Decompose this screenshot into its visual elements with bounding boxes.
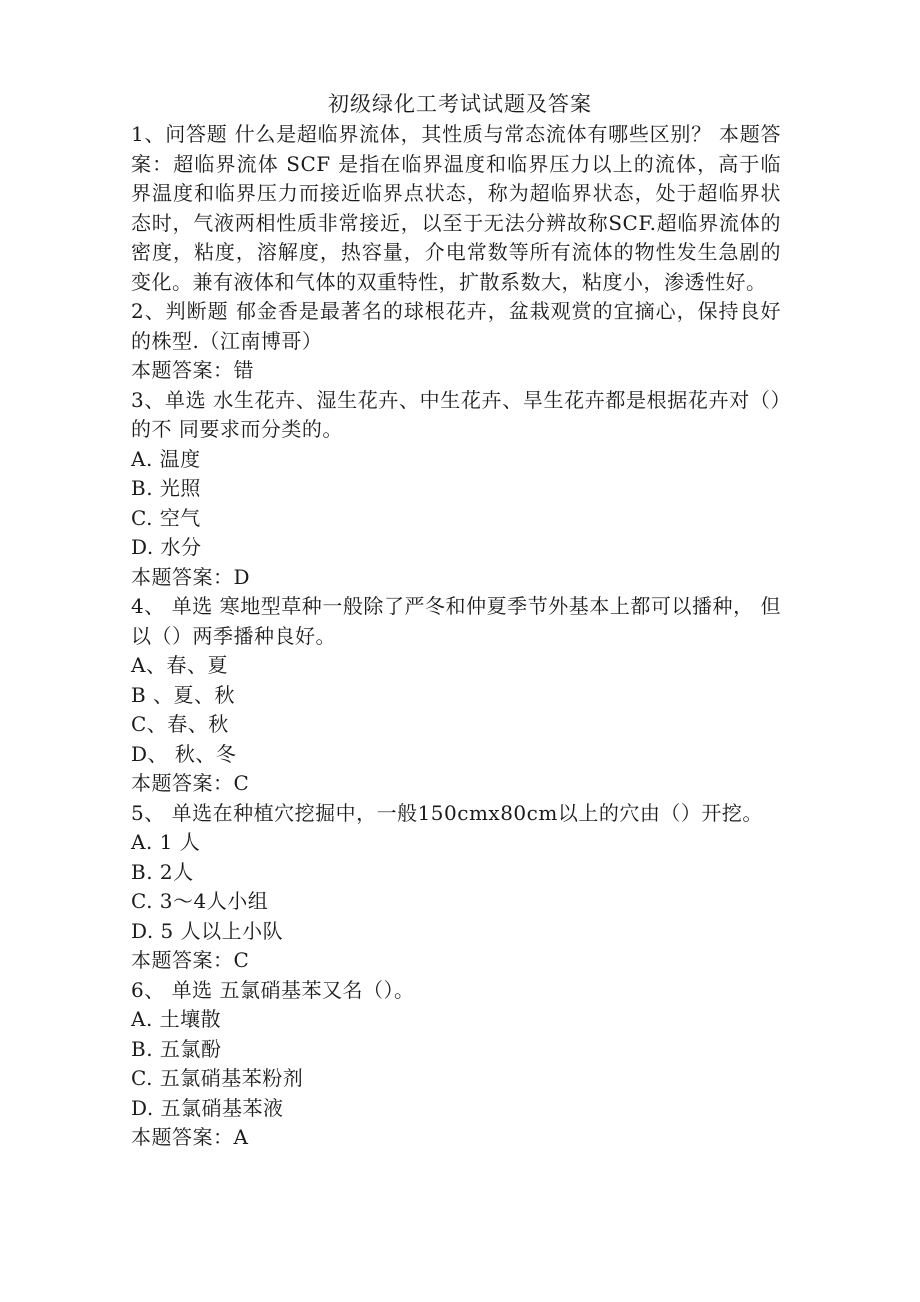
question-4-text: 4、 单选 寒地型草种一般除了严冬和仲夏季节外基本上都可以播种， 但以（）两季播种良好。 xyxy=(131,594,781,648)
question-5-option-c: C. 3～4人小组 xyxy=(131,889,269,913)
question-5-text: 5、 单选在种植穴挖掘中，一般150cmx80cm以上的穴由（）开挖。 xyxy=(131,800,763,825)
question-5-answer: 本题答案：C xyxy=(131,948,250,972)
question-6-text: 6、 单选 五氯硝基苯又名（）。 xyxy=(131,977,415,1002)
question-4-option-a: A、春、夏 xyxy=(131,653,228,677)
question-4-option-c: C、春、秋 xyxy=(131,712,229,736)
question-2-answer: 本题答案：错 xyxy=(131,358,254,382)
question-1-text: 1、问答题 什么是超临界流体，其性质与常态流体有哪些区别？ 本题答案：超临界流体 SCF 是指在临界温度和临界压力以上的流体，高于临界温度和临界压力而接近临界点状态，称为超临界状态，处于超临界状态时，气液两相性质非常接近，以至于无法分辨故称SCF.超临界流体的密度，粘度，溶解度，热容量，介电常数等所有流体的物性发生急剧的变化。兼有液体和气体的双重特性，扩散系数大，粘度小，渗透性好。 xyxy=(131,122,781,294)
question-4-option-b: B 、夏、秋 xyxy=(131,682,236,707)
document-body xyxy=(131,120,781,1153)
question-6-option-c: C. 五氯硝基苯粉剂 xyxy=(131,1066,304,1090)
question-3-answer: 本题答案：D xyxy=(131,564,251,589)
question-4-option-d: D、 秋、冬 xyxy=(131,741,237,766)
question-5-option-a: A. 1 人 xyxy=(131,830,201,854)
question-4-answer: 本题答案：C xyxy=(131,771,250,795)
question-3-option-c: C. 空气 xyxy=(131,505,201,530)
question-3-text: 3、单选 水生花卉、湿生花卉、中生花卉、旱生花卉都是根据花卉对（）的不 同要求而分类的。 xyxy=(131,387,781,441)
question-6-answer: 本题答案：A xyxy=(131,1125,249,1149)
question-6-option-d: D. 五氯硝基苯液 xyxy=(131,1095,284,1120)
question-3-option-b: B. 光照 xyxy=(131,476,201,500)
question-5-option-d: D. 5 人以上小队 xyxy=(131,918,284,943)
question-6-option-a: A. 土壤散 xyxy=(131,1007,222,1031)
question-3-option-a: A. 温度 xyxy=(131,446,201,471)
question-5-option-b: B. 2人 xyxy=(131,859,194,884)
document-title: 初级绿化工考试试题及答案 xyxy=(328,92,592,116)
question-2-text: 2、判断题 郁金香是最著名的球根花卉，盆栽观赏的宜摘心，保持良好的株型.（江南博哥） xyxy=(131,299,781,353)
question-6-option-b: B. 五氯酚 xyxy=(131,1036,222,1061)
question-3-option-d: D. 水分 xyxy=(131,535,202,559)
